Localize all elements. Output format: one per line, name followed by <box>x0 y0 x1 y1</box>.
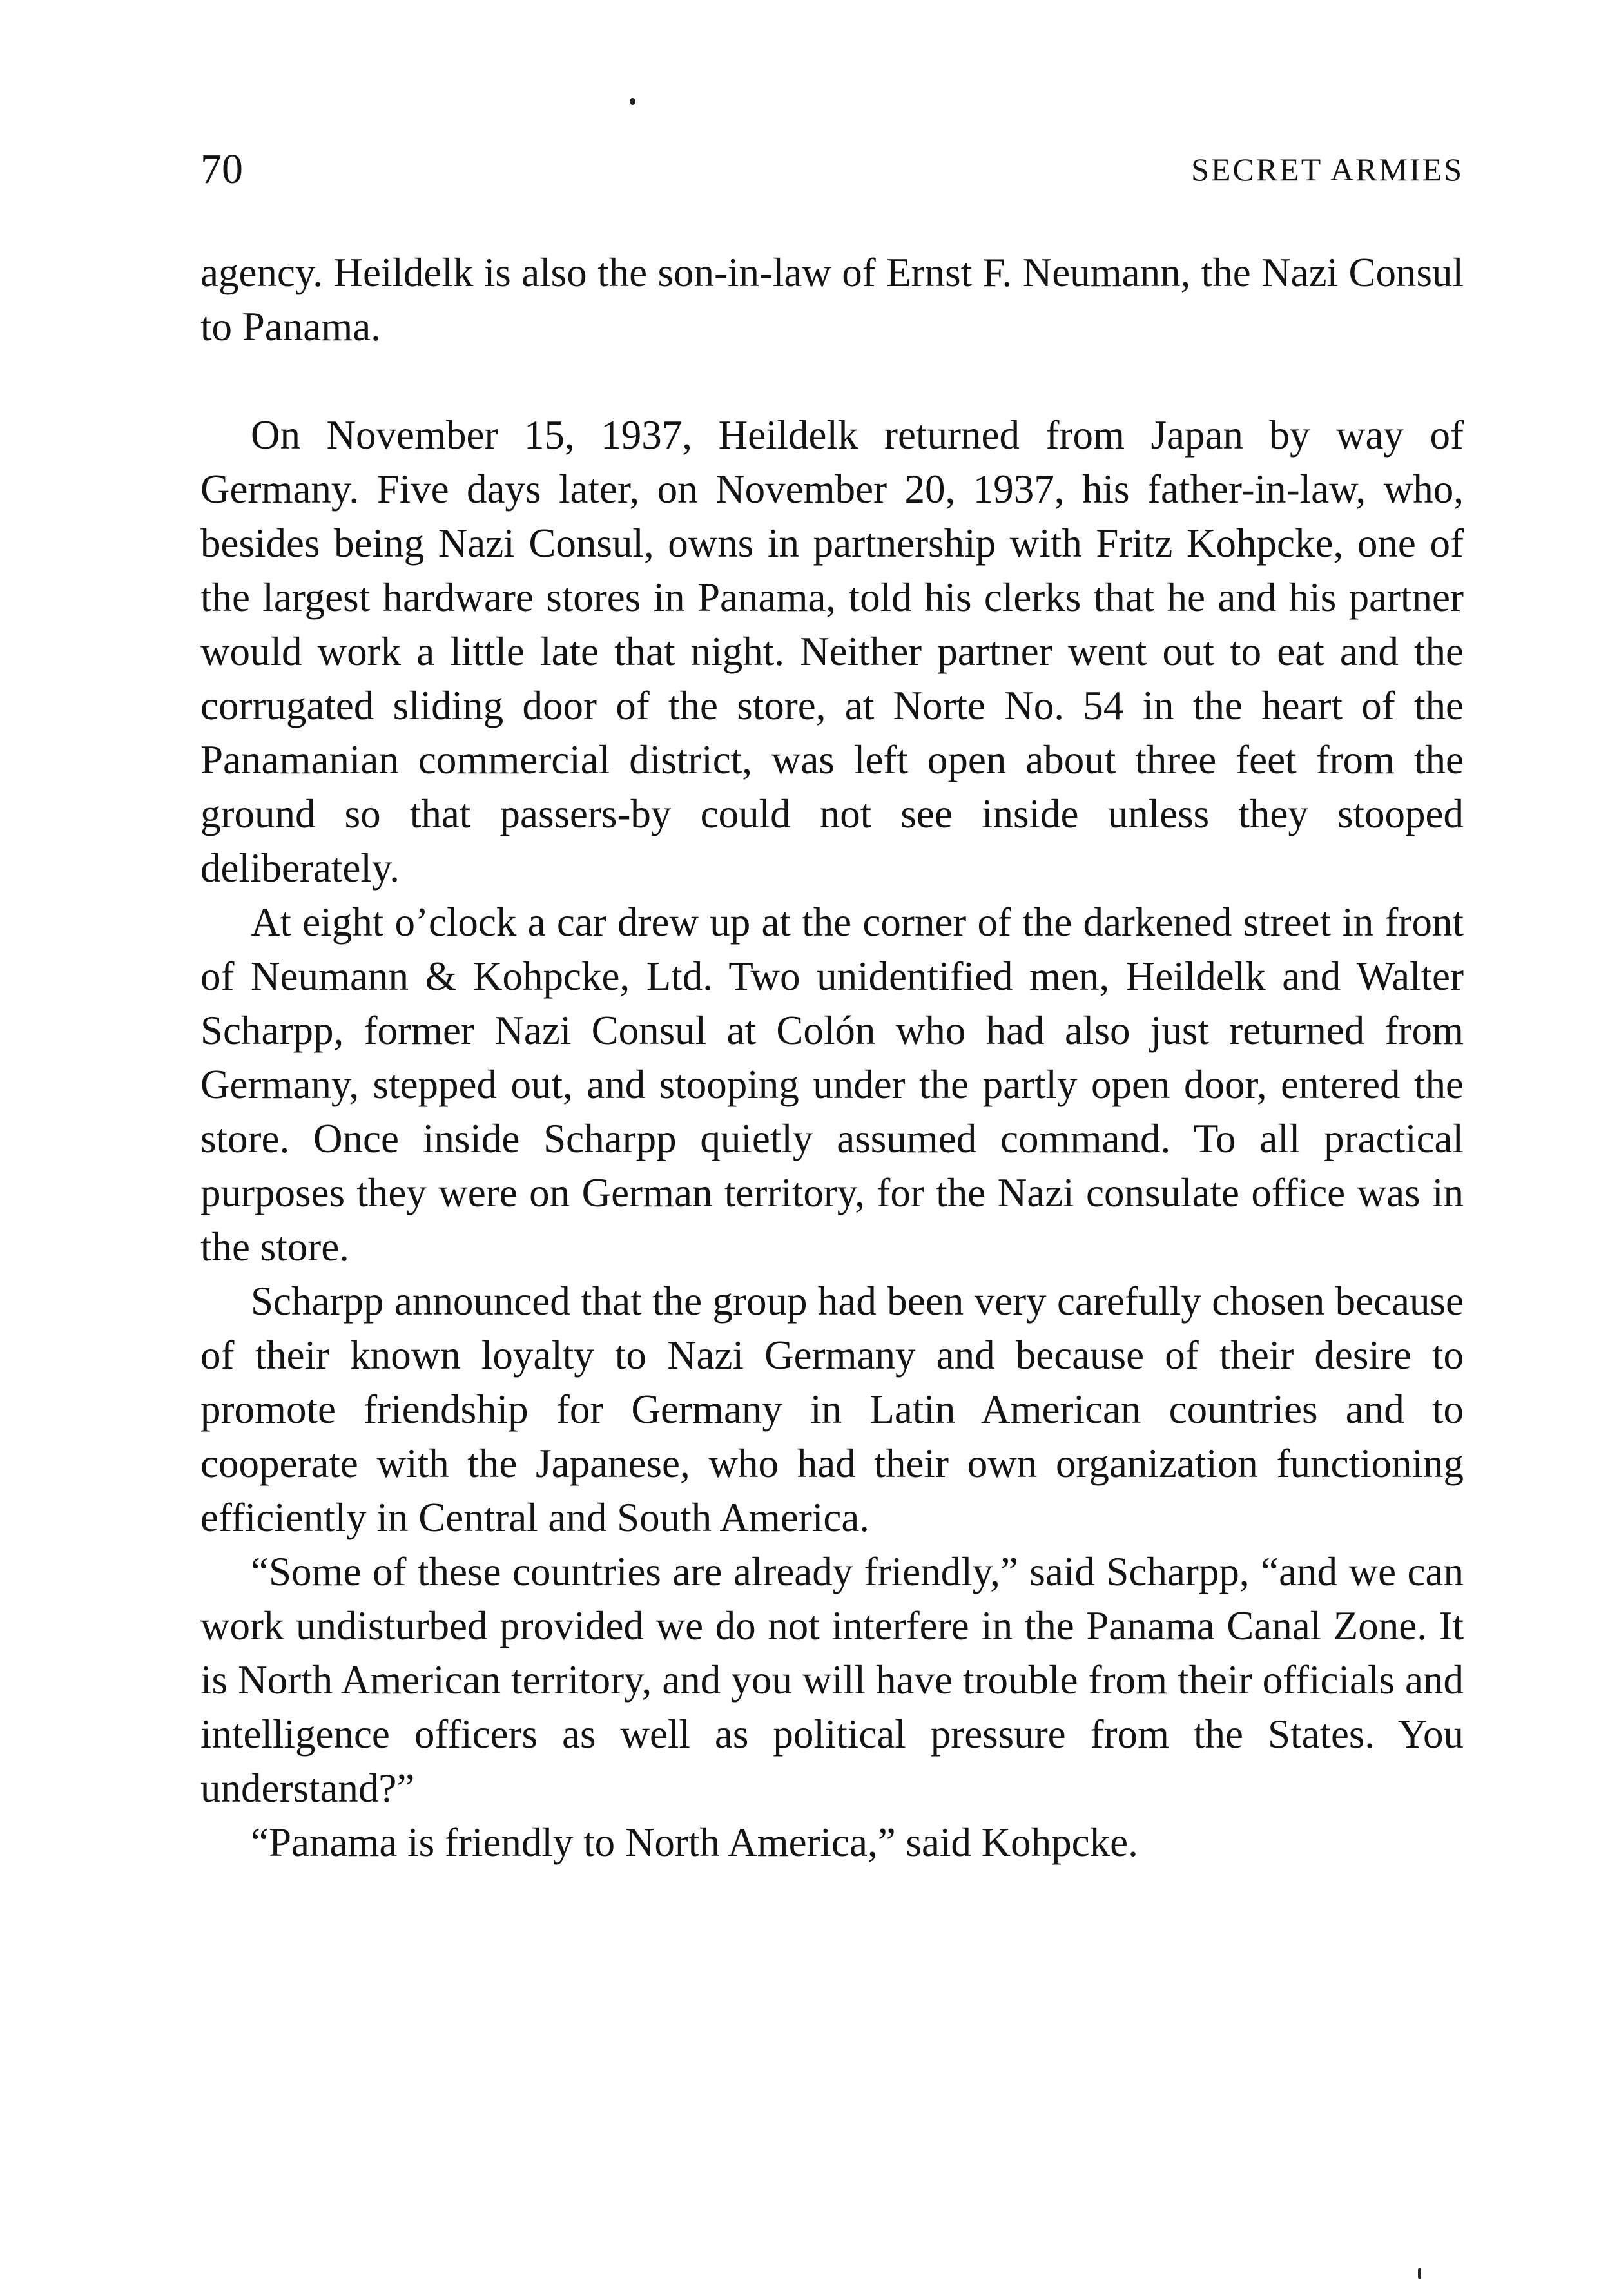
paragraph: “Some of these countries are already friendly,” said Scharpp, “and we can work undisturbed provided we do not interfere in the Panama Canal Zone. It is North American territory, and you will have trouble from their officials and intelligence officers as well as political pressure from the States. You understand?” <box>200 1549 1464 1811</box>
page-number: 70 <box>200 146 243 193</box>
paragraph: At eight o’clock a car drew up at the corner of the darkened street in front of Neumann & Kohpcke, Ltd. Two unidentified men, Heildelk and Walter Scharpp, former Nazi Consul at Colón who had also just returned from Germany, stepped out, and stooping under the partly open door, entered the store. Once inside Scharpp quietly assumed command. To all practical purposes they were on German territory, for the Nazi consulate office was in the store. <box>200 900 1464 1269</box>
paragraph: Scharpp announced that the group had been very carefully chosen because of their known loyalty to Nazi Germany and because of their desire to promote friendship for Germany in Latin American countries and to cooperate with the Japanese, who had their own organization functioning efficiently in Central and South America. <box>200 1278 1464 1540</box>
ink-speck-top <box>630 98 635 105</box>
running-head: SECRET ARMIES <box>1191 151 1464 188</box>
paragraph: On November 15, 1937, Heildelk returned from Japan by way of Germany. Five days later, on November 20, 1937, his father-in-law, who, besides being Nazi Consul, owns in partnership with Fritz Kohpcke, one of the largest hardware stores in Panama, told his clerks that he and his partner would work a little late that night. Neither partner went out to eat and the corrugated sliding door of the store, at Norte No. 54 in the heart of the Panamanian commercial district, was left open about three feet from the ground so that passers-by could not see inside unless they stooped deliberately. <box>200 412 1464 891</box>
paragraph-continuation: agency. Heildelk is also the son-in-law of Ernst F. Neumann, the Nazi Consul to Panama. <box>200 250 1464 349</box>
ink-speck-bottom <box>1418 2268 1421 2279</box>
body-text <box>200 246 1464 1869</box>
paragraph: “Panama is friendly to North America,” said Kohpcke. <box>251 1820 1138 1865</box>
page-header <box>200 140 1464 198</box>
